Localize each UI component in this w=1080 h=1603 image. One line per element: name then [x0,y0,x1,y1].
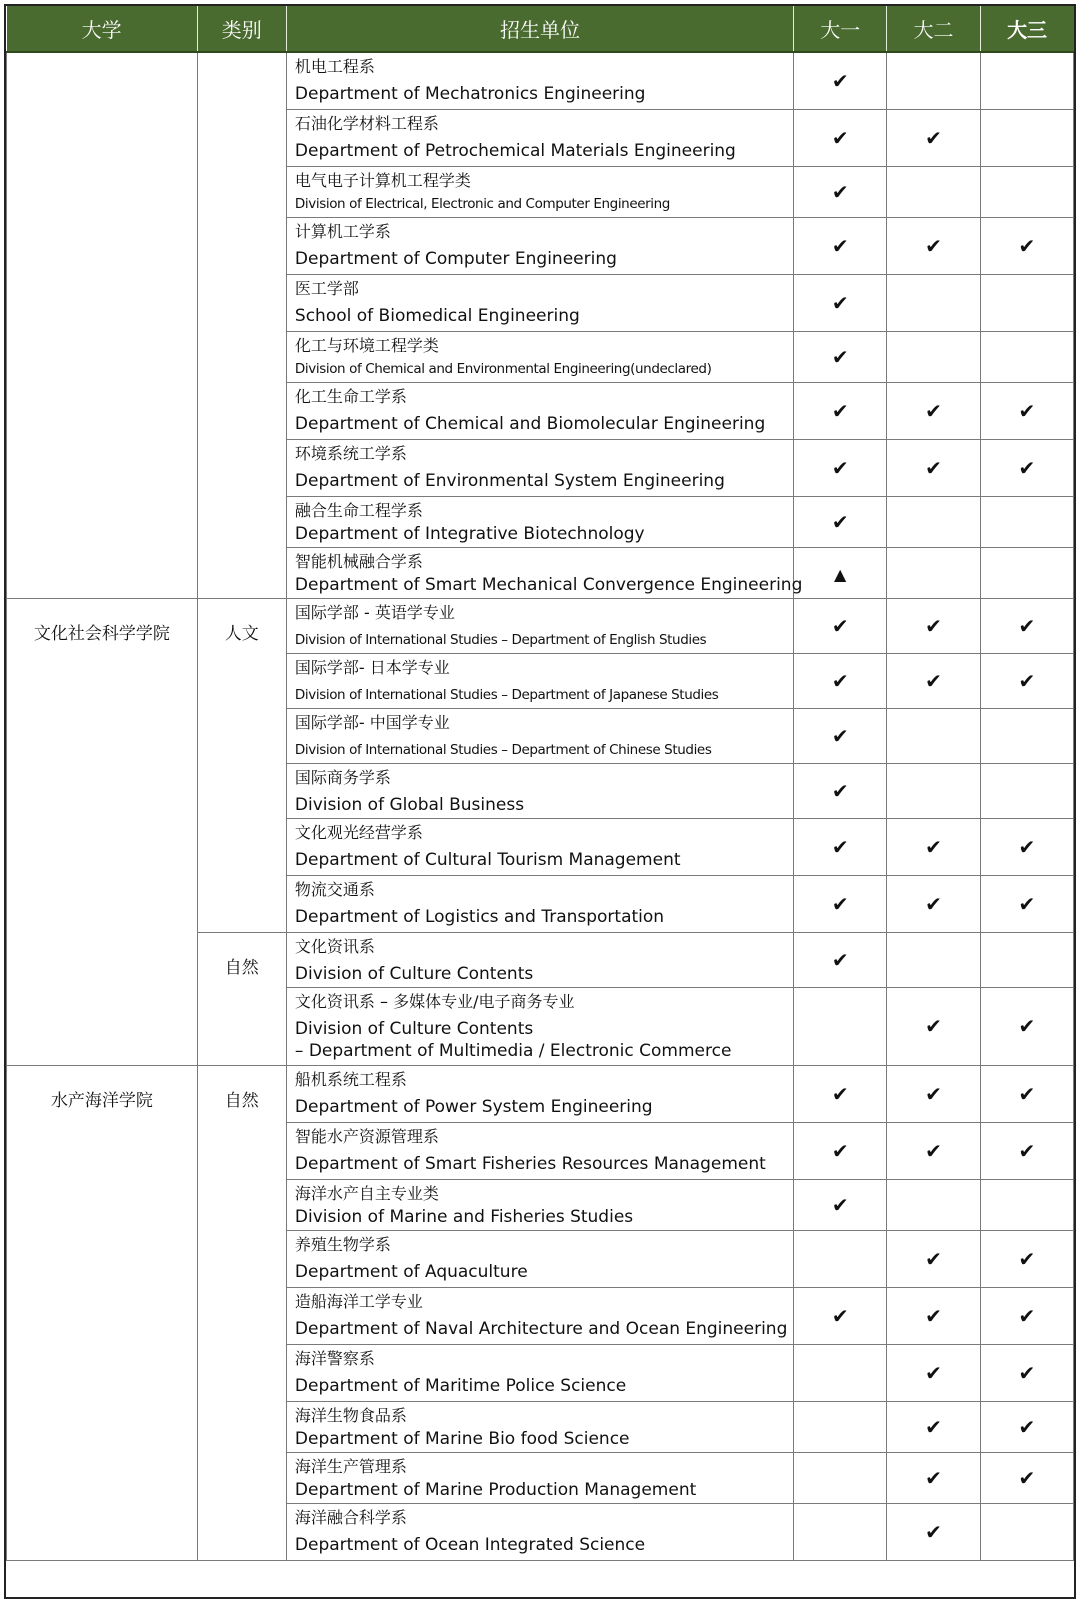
category-cell: 人文 [197,598,286,932]
year3-mark-cell [980,987,1073,1065]
unit-name-english: Department of Environmental System Engineering [294,470,725,491]
year1-mark-cell [794,109,887,166]
year3-mark-cell [980,1230,1073,1287]
unit-name-english: Division of Global Business [294,794,525,815]
university-cell: 文化社会科学学院 [7,598,198,1065]
unit-cell [286,1452,793,1503]
year3-mark-cell [980,439,1073,496]
unit-name-chinese: 国际学部- 日本学专业 [294,657,450,677]
unit-cell [286,653,793,708]
unit-cell [286,1287,793,1344]
header-year3: 大三 [980,6,1073,52]
unit-name-chinese: 造船海洋工学专业 [294,1291,423,1311]
year3-mark-cell [980,109,1073,166]
year1-mark-cell [794,1401,887,1452]
year3-mark-cell [980,166,1073,217]
checkmark-icon: ✔ [831,891,849,916]
unit-name-english: Department of Ocean Integrated Science [294,1534,646,1555]
unit-name-chinese: 环境系统工学系 [294,443,407,463]
unit-name-chinese: 文化观光经营学系 [294,822,423,842]
triangle-icon: ▲ [834,564,847,584]
table-header-row [7,6,1074,52]
unit-cell [286,763,793,818]
unit-cell [286,547,803,598]
year3-mark-cell [980,1122,1073,1179]
year1-mark-cell [794,496,887,547]
year2-mark-cell [887,818,980,875]
year2-mark-cell [887,1503,980,1560]
year1-mark-cell [794,331,887,382]
unit-name-chinese: 国际学部 - 英语学专业 [294,602,455,622]
unit-name-chinese: 石油化学材料工程系 [294,113,439,133]
header-university: 大学 [7,6,198,52]
checkmark-icon: ✔ [831,778,849,803]
year2-mark-cell [887,763,980,818]
checkmark-icon: ✔ [925,1246,942,1271]
unit-name-english: Department of Integrative Biotechnology [294,523,645,544]
year3-mark-cell [980,1452,1073,1503]
year2-mark-cell [887,1401,980,1452]
unit-name-chinese: 物流交通系 [294,879,375,899]
year2-mark-cell [887,1287,980,1344]
unit-cell [286,1344,793,1401]
header-year2: 大二 [887,6,980,52]
unit-name-chinese: 海洋生产管理系 [294,1456,407,1476]
checkmark-icon: ✔ [925,455,942,480]
year2-mark-cell [887,547,980,598]
table-row [7,598,1074,653]
year1-mark-cell [794,653,887,708]
checkmark-icon: ✔ [925,1465,942,1490]
checkmark-icon: ✔ [925,613,942,638]
unit-name-chinese: 养殖生物学系 [294,1234,391,1254]
year2-mark-cell [887,875,980,932]
checkmark-icon: ✔ [831,233,849,258]
checkmark-icon: ✔ [831,344,849,369]
year1-mark-cell [794,1503,887,1560]
year3-mark-cell [980,818,1073,875]
unit-cell [286,818,793,875]
checkmark-icon: ✔ [831,398,849,423]
category-cell [197,52,286,598]
unit-name-english: Department of Computer Engineering [294,248,617,269]
checkmark-icon: ✔ [831,290,849,315]
year2-mark-cell [887,598,980,653]
checkmark-icon: ✔ [1018,1014,1036,1038]
unit-cell [286,708,793,763]
unit-cell [286,987,793,1065]
unit-name-english: Department of Maritime Police Science [294,1375,627,1396]
year1-mark-cell [794,1179,887,1230]
unit-name-chinese: 融合生命工程学系 [294,500,423,520]
unit-cell [286,1230,793,1287]
unit-name-english: Department of Marine Production Management [294,1479,697,1500]
checkmark-icon: ✔ [831,1192,849,1217]
unit-name-chinese: 化工生命工学系 [294,386,407,406]
year1-mark-cell [794,1122,887,1179]
unit-name-chinese: 文化资讯系 [294,936,375,956]
unit-name-english: Division of Culture Contents [294,1018,534,1039]
year2-mark-cell [887,653,980,708]
unit-cell [286,217,793,274]
year2-mark-cell [887,932,980,987]
unit-name-english: Division of Marine and Fisheries Studies [294,1206,634,1227]
checkmark-icon: ✔ [831,1303,849,1328]
admissions-table-frame [4,4,1076,1599]
year2-mark-cell [887,331,980,382]
unit-cell [286,932,793,987]
checkmark-icon: ✔ [1018,455,1036,480]
year3-mark-cell [980,1065,1073,1122]
year1-mark-cell [794,1230,887,1287]
year2-mark-cell [887,1179,980,1230]
unit-name-english: Department of Petrochemical Materials Engineering [294,140,736,161]
year2-mark-cell [887,496,980,547]
checkmark-icon: ✔ [831,1138,849,1163]
year2-mark-cell [887,109,980,166]
unit-cell [286,1122,793,1179]
year3-mark-cell [980,547,1073,598]
unit-name-chinese: 电气电子计算机工程学类 [294,170,471,190]
year1-mark-cell [794,932,887,987]
year3-mark-cell [980,763,1073,818]
checkmark-icon: ✔ [1018,1360,1036,1385]
year1-mark-cell [794,598,887,653]
unit-name-chinese: 海洋融合科学系 [294,1507,407,1527]
year2-mark-cell [887,1230,980,1287]
year1-mark-cell [794,708,887,763]
unit-name-chinese: 医工学部 [294,278,359,298]
year2-mark-cell [887,382,980,439]
checkmark-icon: ✔ [925,891,942,916]
year2-mark-cell [887,987,980,1065]
year1-mark-cell [794,439,887,496]
unit-name-chinese: 化工与环境工程学类 [294,335,439,355]
year2-mark-cell [887,1065,980,1122]
checkmark-icon: ✔ [925,125,942,150]
unit-cell [286,1401,793,1452]
year2-mark-cell [887,166,980,217]
unit-cell [286,496,793,547]
year2-mark-cell [887,1452,980,1503]
checkmark-icon: ✔ [925,1014,942,1038]
checkmark-icon: ✔ [925,233,942,258]
checkmark-icon: ✔ [925,834,942,859]
unit-cell [286,52,793,109]
unit-name-english-line2: – Department of Multimedia / Electronic Commerce [294,1040,732,1061]
year1-mark-cell [794,1344,887,1401]
header-year1: 大一 [794,6,887,52]
year3-mark-cell [980,274,1073,331]
year2-mark-cell [887,274,980,331]
checkmark-icon: ✔ [831,68,849,93]
unit-name-english: Department of Cultural Tourism Management [294,849,681,870]
unit-name-chinese: 智能机械融合学系 [294,551,423,571]
checkmark-icon: ✔ [1018,668,1036,693]
unit-name-chinese: 国际学部- 中国学专业 [294,712,450,732]
checkmark-icon: ✔ [831,509,849,534]
year1-mark-cell [794,1452,887,1503]
year2-mark-cell [887,1344,980,1401]
checkmark-icon: ✔ [831,613,849,638]
unit-cell [286,598,793,653]
university-cell: 水产海洋学院 [7,1065,198,1560]
checkmark-icon: ✔ [1018,398,1036,423]
year1-mark-cell [794,1065,887,1122]
unit-name-english: Division of Chemical and Environmental Engineering(undeclared) [294,360,712,377]
year2-mark-cell [887,439,980,496]
checkmark-icon: ✔ [831,1081,849,1106]
checkmark-icon: ✔ [831,125,849,150]
year3-mark-cell [980,875,1073,932]
checkmark-icon: ✔ [1018,1303,1036,1328]
year1-mark-cell [794,818,887,875]
checkmark-icon: ✔ [1018,1465,1036,1490]
checkmark-icon: ✔ [925,1081,942,1106]
checkmark-icon: ✔ [1018,1081,1036,1106]
unit-name-english: Department of Smart Fisheries Resources Management [294,1153,766,1174]
checkmark-icon: ✔ [831,455,849,480]
unit-name-chinese: 海洋水产自主专业类 [294,1183,439,1203]
unit-name-english: Division of International Studies – Department of Japanese Studies [294,686,719,703]
checkmark-icon: ✔ [831,668,849,693]
table-row [7,1065,1074,1122]
year3-mark-cell [980,1179,1073,1230]
unit-name-chinese: 计算机工学系 [294,221,391,241]
year3-mark-cell [980,217,1073,274]
university-cell [7,52,198,598]
unit-name-chinese: 文化资讯系 – 多媒体专业/电子商务专业 [294,991,575,1011]
year3-mark-cell [980,653,1073,708]
table-row [7,52,1074,109]
checkmark-icon: ✔ [925,668,942,693]
unit-name-english: Department of Naval Architecture and Ocean Engineering [294,1318,788,1339]
checkmark-icon: ✔ [925,1414,942,1439]
year3-mark-cell [980,52,1073,109]
year2-mark-cell [887,217,980,274]
checkmark-icon: ✔ [925,398,942,423]
year3-mark-cell [980,708,1073,763]
admissions-table [6,6,1074,1561]
year1-mark-cell [794,875,887,932]
unit-cell [286,382,793,439]
checkmark-icon: ✔ [1018,613,1036,638]
header-category: 类别 [197,6,286,52]
unit-cell [286,439,793,496]
unit-name-chinese: 国际商务学系 [294,767,391,787]
unit-name-chinese: 机电工程系 [294,57,375,76]
year1-mark-cell [794,166,887,217]
checkmark-icon: ✔ [831,179,849,204]
year3-mark-cell [980,1344,1073,1401]
year1-mark-cell [794,217,887,274]
year1-mark-cell [794,52,887,109]
year3-mark-cell [980,1287,1073,1344]
checkmark-icon: ✔ [1018,1246,1036,1271]
unit-cell [286,1179,793,1230]
unit-name-english: Department of Smart Mechanical Convergence Engineering [294,574,803,595]
year1-mark-cell [794,382,887,439]
unit-name-chinese: 海洋警察系 [294,1348,375,1368]
checkmark-icon: ✔ [1018,233,1036,258]
unit-cell [286,1503,793,1560]
unit-name-english: School of Biomedical Engineering [294,305,580,326]
unit-cell [286,875,793,932]
checkmark-icon: ✔ [831,834,849,859]
unit-name-english: Department of Power System Engineering [294,1096,653,1117]
header-unit: 招生单位 [286,6,793,52]
unit-name-english: Division of International Studies – Department of English Studies [294,631,707,648]
checkmark-icon: ✔ [925,1303,942,1328]
year3-mark-cell [980,331,1073,382]
unit-name-chinese: 船机系统工程系 [294,1069,407,1089]
unit-cell [286,1065,793,1122]
year3-mark-cell [980,932,1073,987]
category-cell: 自然 [197,1065,286,1560]
unit-name-chinese: 海洋生物食品系 [294,1405,407,1425]
unit-name-english: Department of Logistics and Transportation [294,906,665,927]
category-cell: 自然 [197,932,286,1065]
unit-cell [286,166,793,217]
checkmark-icon: ✔ [831,723,849,748]
unit-name-english: Department of Aquaculture [294,1261,528,1282]
checkmark-icon: ✔ [1018,834,1036,859]
unit-name-chinese: 智能水产资源管理系 [294,1126,439,1146]
checkmark-icon: ✔ [925,1360,942,1385]
unit-name-english: Division of International Studies – Department of Chinese Studies [294,741,712,758]
checkmark-icon: ✔ [831,947,849,972]
unit-cell [286,109,793,166]
checkmark-icon: ✔ [925,1138,942,1163]
unit-name-english: Department of Chemical and Biomolecular Engineering [294,413,766,434]
year3-mark-cell [980,1401,1073,1452]
year1-mark-cell [794,763,887,818]
unit-name-english: Division of Culture Contents [294,963,534,984]
year3-mark-cell [980,598,1073,653]
year3-mark-cell [980,496,1073,547]
year2-mark-cell [887,1122,980,1179]
checkmark-icon: ✔ [1018,1414,1036,1439]
year1-mark-cell [794,547,887,598]
year3-mark-cell [980,1503,1073,1560]
checkmark-icon: ✔ [1018,1138,1036,1163]
unit-cell [286,331,793,382]
year3-mark-cell [980,382,1073,439]
year1-mark-cell [794,987,887,1065]
year1-mark-cell [794,1287,887,1344]
checkmark-icon: ✔ [925,1519,942,1544]
unit-name-english: Division of Electrical, Electronic and Computer Engineering [294,195,670,212]
year1-mark-cell [794,274,887,331]
unit-name-english: Department of Marine Bio food Science [294,1428,630,1449]
year2-mark-cell [887,52,980,109]
checkmark-icon: ✔ [1018,891,1036,916]
year2-mark-cell [887,708,980,763]
unit-cell [286,274,793,331]
unit-name-english: Department of Mechatronics Engineering [294,84,646,104]
